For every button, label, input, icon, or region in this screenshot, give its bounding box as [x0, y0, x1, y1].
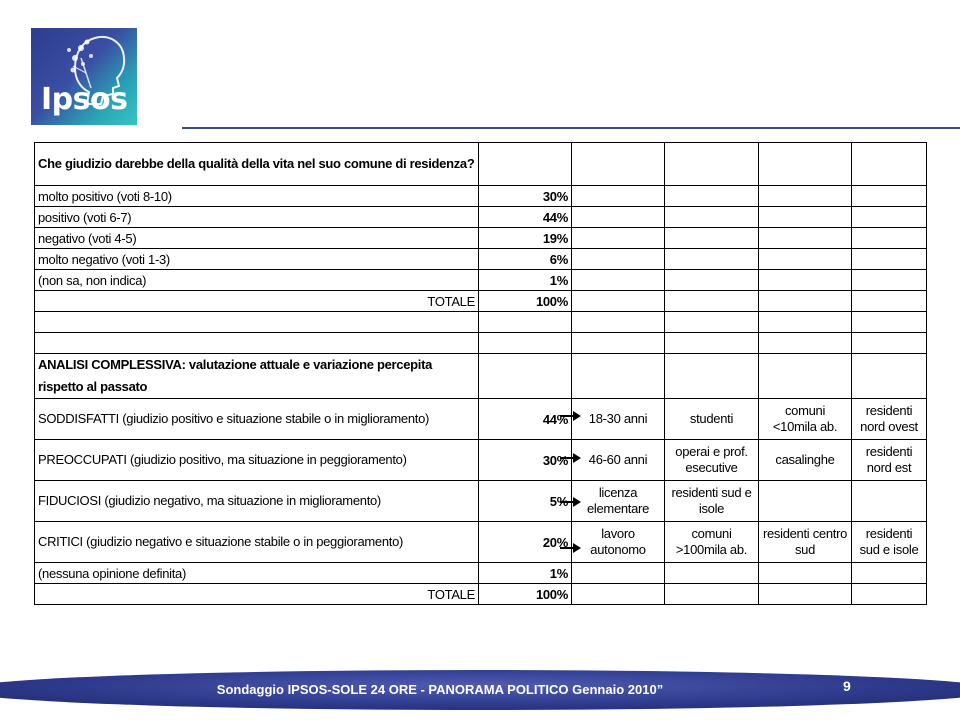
no-opinion-label: (nessuna opinione definita) — [35, 563, 479, 584]
arrow-right-icon — [560, 452, 582, 464]
answer-row — [35, 270, 927, 291]
header-rule — [182, 127, 960, 129]
answer-label: (non sa, non indica) — [35, 270, 479, 291]
group-value: 5% — [479, 481, 572, 522]
group-label: FIDUCIOSI (giudizio negativo, ma situazione in miglioramento) — [35, 481, 479, 522]
footer-text: Sondaggio IPSOS-SOLE 24 ORE - PANORAMA POLITICO Gennaio 2010” — [216, 682, 664, 697]
group-tag: operai e prof. esecutive — [665, 440, 759, 481]
group-row — [35, 440, 927, 481]
arrow-right-icon — [560, 496, 582, 508]
group-tag: studenti — [665, 399, 759, 440]
total-label: TOTALE — [35, 584, 479, 605]
group-tag: residenti nord ovest — [852, 399, 927, 440]
answer-label: molto negativo (voti 1-3) — [35, 249, 479, 270]
no-opinion-row — [35, 563, 927, 584]
analysis-header-row — [35, 354, 927, 399]
group-value: 44% — [479, 399, 572, 440]
answer-value: 6% — [479, 249, 572, 270]
group-tag: residenti centro sud — [759, 522, 852, 563]
group-tag: 18-30 anni — [572, 399, 665, 440]
group-label: CRITICI (giudizio negativo e situazione stabile o in peggioramento) — [35, 522, 479, 563]
empty-row — [35, 333, 927, 354]
analysis-header: ANALISI COMPLESSIVA: valutazione attuale e variazione percepita rispetto al passato — [35, 354, 479, 399]
answer-row — [35, 249, 927, 270]
answer-value: 44% — [479, 207, 572, 228]
group-tag: comuni >100mila ab. — [665, 522, 759, 563]
total-value: 100% — [479, 291, 572, 312]
answer-label: molto positivo (voti 8-10) — [35, 186, 479, 207]
group-tag: residenti sud e isole — [852, 522, 927, 563]
answer-value: 19% — [479, 228, 572, 249]
group-tag: licenza elementare — [572, 481, 665, 522]
arrow-right-icon — [560, 542, 582, 554]
group-tag: comuni <10mila ab. — [759, 399, 852, 440]
total-row — [35, 291, 927, 312]
answer-label: positivo (voti 6-7) — [35, 207, 479, 228]
ipsos-logo — [31, 28, 137, 125]
page-number: 9 — [843, 678, 851, 694]
answer-row — [35, 207, 927, 228]
group-tag — [852, 481, 927, 522]
total-row — [35, 584, 927, 605]
results-table — [34, 142, 927, 605]
question-text: Che giudizio darebbe della qualità della vita nel suo comune di residenza? — [35, 143, 479, 186]
group-tag: residenti nord est — [852, 440, 927, 481]
answer-row — [35, 228, 927, 249]
group-tag — [759, 481, 852, 522]
group-tag: 46-60 anni — [572, 440, 665, 481]
total-value: 100% — [479, 584, 572, 605]
no-opinion-value: 1% — [479, 563, 572, 584]
answer-value: 1% — [479, 270, 572, 291]
logo-text: Ipsos — [41, 82, 128, 117]
total-label: TOTALE — [35, 291, 479, 312]
group-row — [35, 522, 927, 563]
group-tag: lavoro autonomo — [572, 522, 665, 563]
answer-row — [35, 186, 927, 207]
group-row — [35, 481, 927, 522]
group-tag: residenti sud e isole — [665, 481, 759, 522]
group-value: 20% — [479, 522, 572, 563]
empty-row — [35, 312, 927, 333]
group-row — [35, 399, 927, 440]
group-label: PREOCCUPATI (giudizio positivo, ma situazione in peggioramento) — [35, 440, 479, 481]
answer-value: 30% — [479, 186, 572, 207]
group-value: 30% — [479, 440, 572, 481]
group-tag: casalinghe — [759, 440, 852, 481]
answer-label: negativo (voti 4-5) — [35, 228, 479, 249]
arrow-right-icon — [560, 410, 582, 422]
group-label: SODDISFATTI (giudizio positivo e situazione stabile o in miglioramento) — [35, 399, 479, 440]
question-row — [35, 143, 927, 186]
